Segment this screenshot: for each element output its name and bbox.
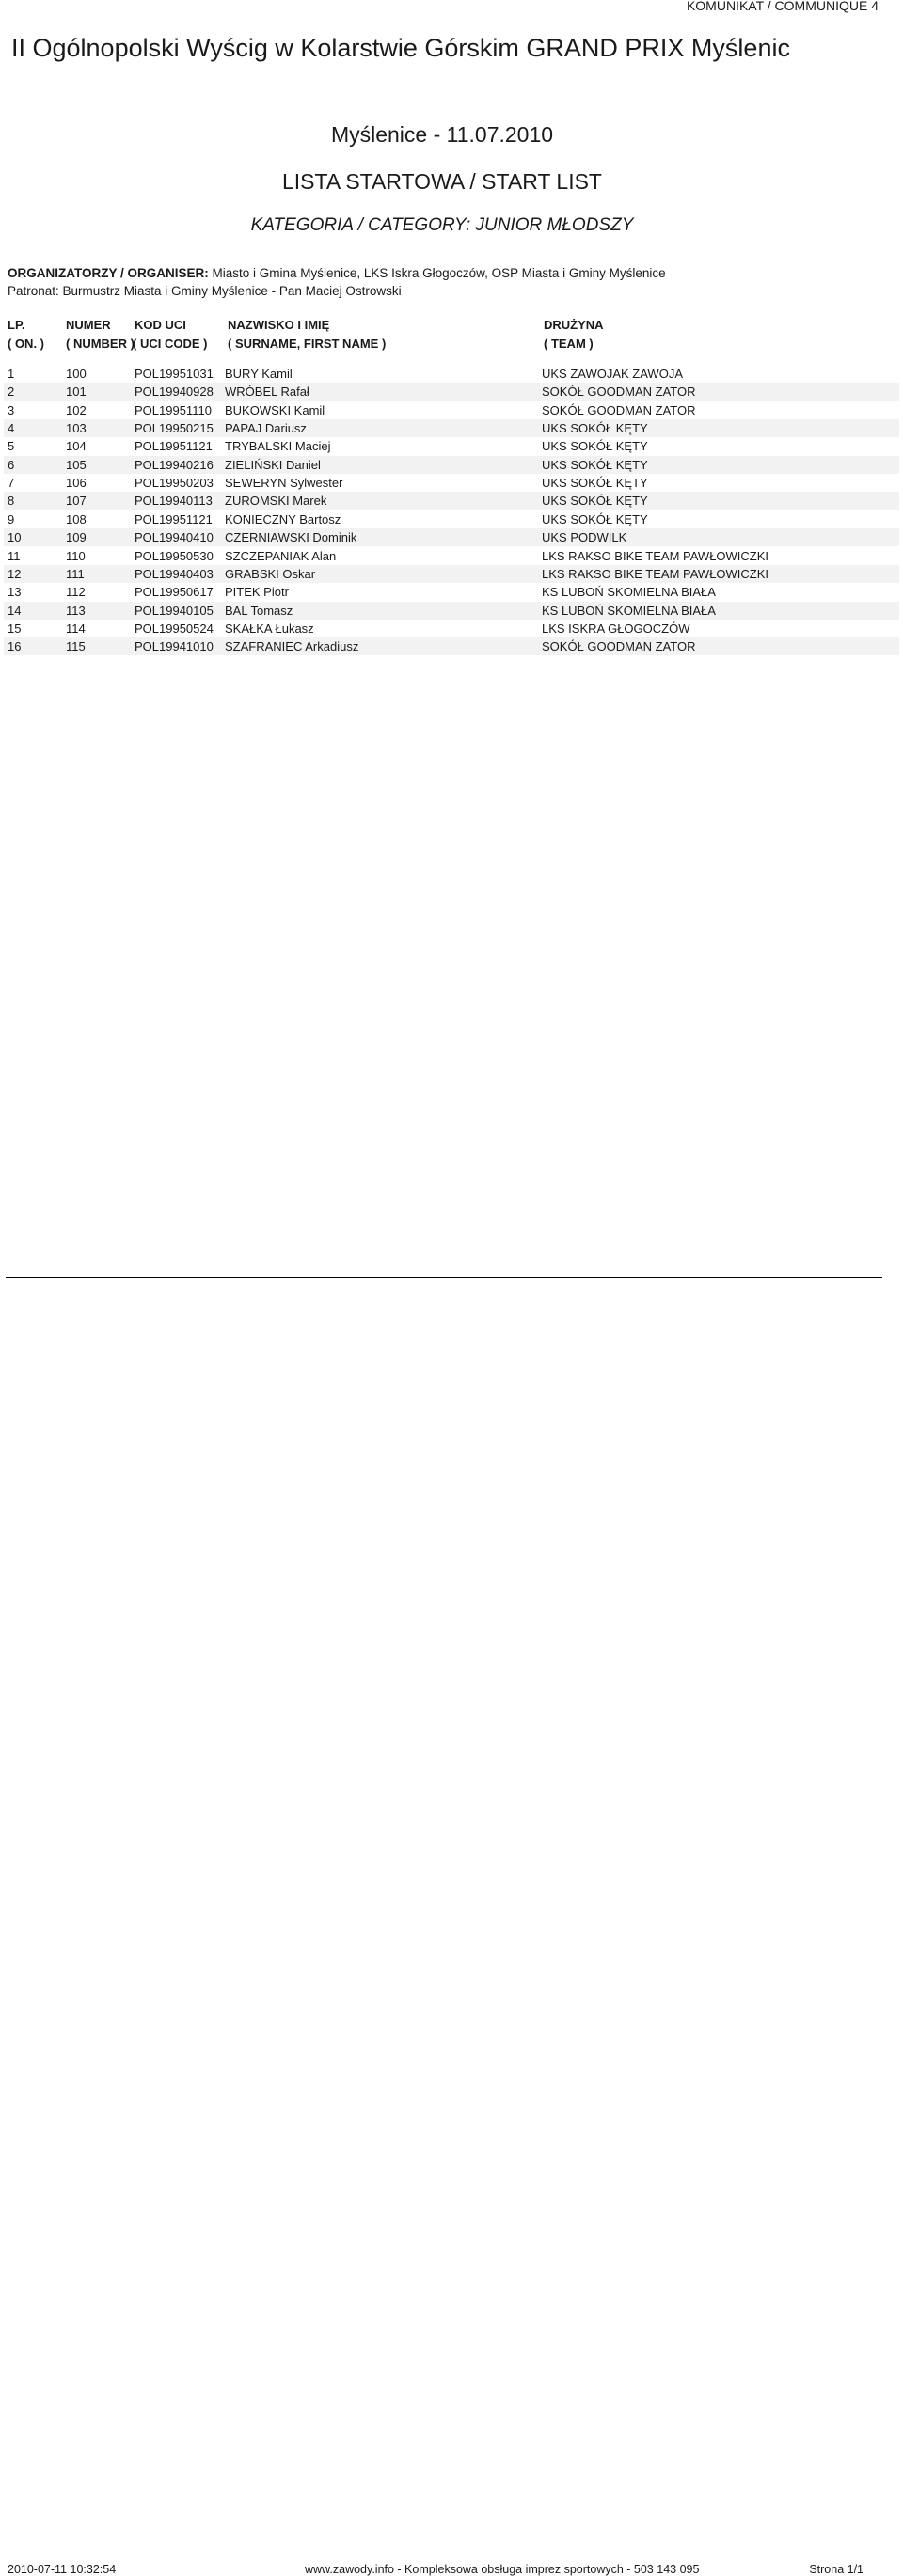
- row-team: KS LUBOŃ SKOMIELNA BIAŁA: [542, 585, 716, 600]
- row-lp: 1: [8, 367, 15, 381]
- row-team: LKS ISKRA GŁOGOCZÓW: [542, 620, 690, 636]
- row-lp: 3: [8, 402, 15, 417]
- row-number: 108: [66, 511, 87, 526]
- row-number: 101: [66, 385, 87, 400]
- row-uci-code: POL19950203: [135, 476, 214, 491]
- row-lp: 11: [8, 548, 21, 563]
- table-row: [4, 510, 899, 528]
- row-name: PAPAJ Dariusz: [225, 421, 307, 436]
- row-name: GRABSKI Oskar: [225, 566, 316, 581]
- row-number: 105: [66, 457, 87, 472]
- row-number: 103: [66, 421, 87, 436]
- col-header-uci: KOD UCI: [135, 318, 186, 332]
- row-team: UKS SOKÓŁ KĘTY: [542, 476, 648, 491]
- row-lp: 5: [8, 439, 15, 454]
- row-team: UKS PODWILK: [542, 530, 627, 545]
- row-number: 115: [66, 639, 86, 654]
- row-uci-code: POL19941010: [135, 639, 214, 654]
- row-team: UKS SOKÓŁ KĘTY: [542, 439, 648, 454]
- footer-page: Strona 1/1: [809, 2563, 863, 2576]
- row-lp: 8: [8, 494, 15, 509]
- table-row: [4, 456, 899, 474]
- table-row: [4, 437, 899, 455]
- row-number: 104: [66, 439, 87, 454]
- patron-line: Patronat: Burmustrz Miasta i Gminy Myślenice - Pan Maciej Ostrowski: [8, 284, 402, 298]
- row-lp: 13: [8, 585, 22, 600]
- row-uci-code: POL19940928: [135, 385, 214, 400]
- row-team: LKS RAKSO BIKE TEAM PAWŁOWICZKI: [542, 566, 769, 581]
- table-row: [4, 583, 899, 601]
- communique-label: KOMUNIKAT / COMMUNIQUE 4: [686, 0, 879, 13]
- row-team: SOKÓŁ GOODMAN ZATOR: [542, 639, 696, 654]
- col-header-team-en: ( TEAM ): [544, 337, 594, 351]
- row-uci-code: POL19951110: [135, 402, 212, 417]
- row-name: BUKOWSKI Kamil: [225, 402, 325, 417]
- row-number: 106: [66, 476, 87, 491]
- row-name: SZAFRANIEC Arkadiusz: [225, 639, 359, 654]
- row-number: 111: [66, 566, 85, 581]
- row-name: TRYBALSKI Maciej: [225, 439, 331, 454]
- table-row: [4, 401, 899, 419]
- row-name: KONIECZNY Bartosz: [225, 511, 341, 526]
- row-lp: 10: [8, 530, 22, 545]
- row-name: ŻUROMSKI Marek: [225, 494, 327, 509]
- row-uci-code: POL19940105: [135, 603, 214, 618]
- row-lp: 6: [8, 457, 15, 472]
- row-team: SOKÓŁ GOODMAN ZATOR: [542, 402, 696, 417]
- table-row: [4, 602, 899, 620]
- row-number: 109: [66, 530, 87, 545]
- organiser-line: [8, 266, 666, 280]
- row-uci-code: POL19940410: [135, 530, 214, 545]
- row-team: LKS RAKSO BIKE TEAM PAWŁOWICZKI: [542, 548, 769, 563]
- row-lp: 2: [8, 385, 15, 400]
- col-header-number: NUMER: [66, 318, 111, 332]
- row-uci-code: POL19950530: [135, 548, 214, 563]
- row-number: 107: [66, 494, 87, 509]
- col-header-lp: LP.: [8, 318, 25, 332]
- col-header-lp-en: ( ON. ): [8, 337, 44, 351]
- row-team: UKS SOKÓŁ KĘTY: [542, 494, 648, 509]
- place-date: Myślenice - 11.07.2010: [330, 122, 554, 147]
- table-row: [4, 637, 899, 655]
- table-row: [4, 474, 899, 492]
- row-name: PITEK Piotr: [225, 585, 289, 600]
- row-name: SZCZEPANIAK Alan: [225, 548, 337, 563]
- row-name: BURY Kamil: [225, 367, 293, 381]
- table-row: [4, 620, 899, 637]
- row-uci-code: POL19940113: [135, 494, 213, 509]
- row-name: SEWERYN Sylwester: [225, 476, 343, 491]
- row-team: UKS SOKÓŁ KĘTY: [542, 511, 648, 526]
- table-row: [4, 492, 899, 510]
- row-number: 102: [66, 402, 87, 417]
- page-title: II Ogólnopolski Wyścig w Kolarstwie Górskim GRAND PRIX Myślenic: [11, 34, 790, 62]
- col-header-team: DRUŻYNA: [544, 318, 604, 332]
- organiser-value: Miasto i Gmina Myślenice, LKS Iskra Głogoczów, OSP Miasta i Gminy Myślenice: [212, 266, 666, 280]
- row-uci-code: POL19951121: [135, 439, 213, 454]
- row-team: KS LUBOŃ SKOMIELNA BIAŁA: [542, 603, 716, 618]
- table-row: [4, 528, 899, 546]
- col-header-number-en: ( NUMBER ): [66, 337, 135, 351]
- row-team: UKS SOKÓŁ KĘTY: [542, 457, 648, 472]
- row-uci-code: POL19950215: [135, 421, 214, 436]
- footer-datetime: 2010-07-11 10:32:54: [8, 2563, 117, 2576]
- row-name: BAL Tomasz: [225, 603, 293, 618]
- row-team: UKS SOKÓŁ KĘTY: [542, 421, 648, 436]
- row-number: 110: [66, 548, 86, 563]
- row-name: WRÓBEL Rafał: [225, 385, 309, 400]
- table-row: [4, 365, 899, 383]
- organiser-label: ORGANIZATORZY / ORGANISER:: [8, 266, 209, 280]
- row-uci-code: POL19951031: [135, 367, 214, 381]
- row-lp: 9: [8, 511, 15, 526]
- category-title: KATEGORIA / CATEGORY: JUNIOR MŁODSZY: [250, 215, 634, 235]
- table-row: [4, 547, 899, 565]
- row-uci-code: POL19940216: [135, 457, 214, 472]
- col-header-uci-en: ( UCI CODE ): [133, 337, 208, 351]
- row-name: ZIELIŃSKI Daniel: [225, 457, 321, 472]
- table-row: [4, 565, 899, 583]
- row-name: CZERNIAWSKI Dominik: [225, 530, 357, 545]
- footer-divider: [6, 1277, 882, 1278]
- row-uci-code: POL19951121: [135, 511, 213, 526]
- row-number: 113: [66, 603, 86, 618]
- row-lp: 4: [8, 421, 15, 436]
- footer-site: www.zawody.info - Kompleksowa obsługa imprez sportowych - 503 143 095: [305, 2563, 700, 2576]
- row-number: 114: [66, 620, 86, 636]
- row-number: 112: [66, 585, 86, 600]
- row-name: SKAŁKA Łukasz: [225, 620, 314, 636]
- table-row: [4, 383, 899, 401]
- col-header-name: NAZWISKO I IMIĘ: [228, 318, 330, 332]
- row-uci-code: POL19950617: [135, 585, 214, 600]
- row-lp: 14: [8, 603, 22, 618]
- row-number: 100: [66, 367, 87, 381]
- col-header-name-en: ( SURNAME, FIRST NAME ): [228, 337, 387, 351]
- row-uci-code: POL19950524: [135, 620, 214, 636]
- list-title: LISTA STARTOWA / START LIST: [282, 169, 602, 194]
- row-team: SOKÓŁ GOODMAN ZATOR: [542, 385, 696, 400]
- row-uci-code: POL19940403: [135, 566, 214, 581]
- table-row: [4, 419, 899, 437]
- row-lp: 12: [8, 566, 22, 581]
- row-lp: 16: [8, 639, 22, 654]
- row-lp: 7: [8, 476, 15, 491]
- row-team: UKS ZAWOJAK ZAWOJA: [542, 367, 683, 381]
- row-lp: 15: [8, 620, 22, 636]
